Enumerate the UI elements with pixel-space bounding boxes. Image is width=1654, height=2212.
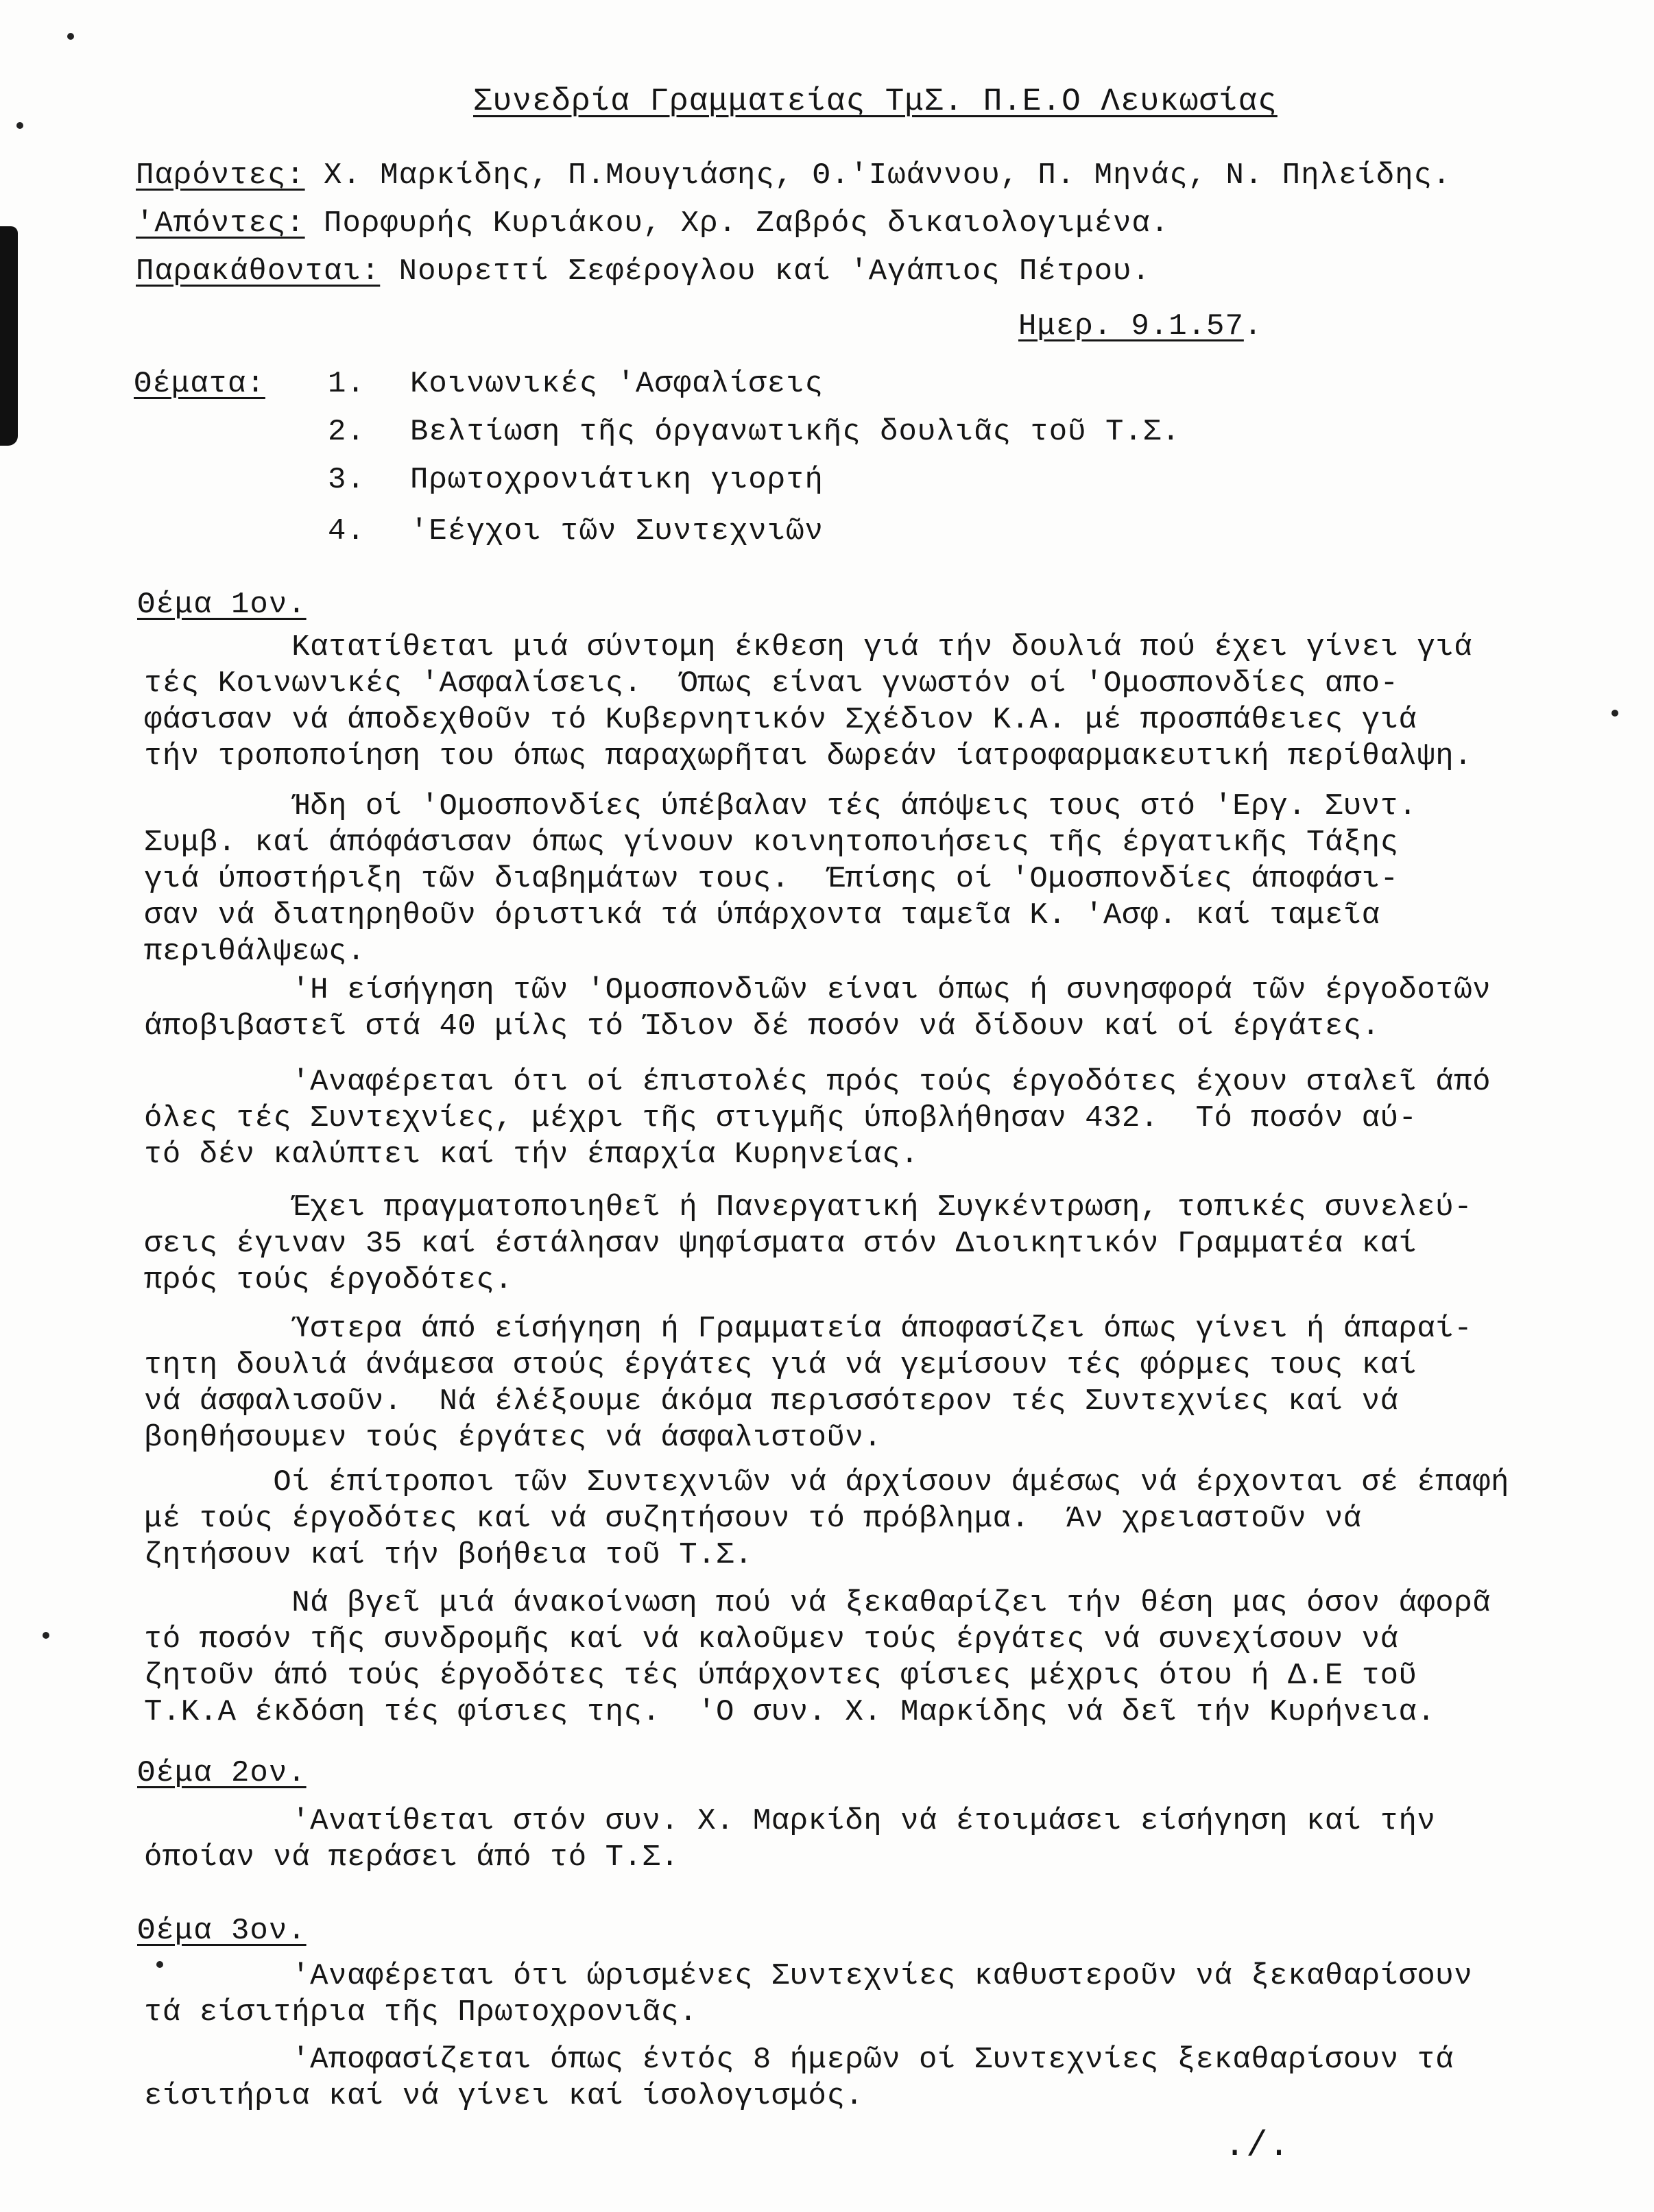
topic-text: 'Εέγχοι τῶν Συντεχνιῶν (410, 514, 824, 549)
scan-speck (16, 122, 23, 129)
present-names: Χ. Μαρκίδης, Π.Μουγιάσης, Θ.'Ιωάννου, Π. Μηνάς, Ν. Πηλείδης. (324, 158, 1452, 193)
section-heading: Θέμα 2ον. (137, 1756, 307, 1790)
paragraph: 'Αναφέρεται ότι ώρισμένες Συντεχνίες καθυστεροῦν νά ξεκαθαρίσουν τά είσιτήρια τῆς Πρωτοχρονιᾶς. (144, 1959, 1473, 2030)
closing-mark: ./. (1224, 2126, 1291, 2166)
topic-text: Βελτίωση τῆς όργανωτικῆς δουλιᾶς τοῦ Τ.Σ. (410, 415, 1181, 449)
paragraph: Οί έπίτροποι τῶν Συντεχνιῶν νά άρχίσουν άμέσως νά έρχονται σέ έπαφή μέ τούς έργοδότες καί νά συζητήσουν τό πρόβλημα. Άν χρειαστοῦν νά ζητήσουν καί τήν βοήθεια τοῦ Τ.Σ. (144, 1465, 1509, 1572)
scan-edge-mark (0, 226, 18, 446)
paragraph: Ύστερα άπό είσήγηση ή Γραμματεία άποφασίζει όπως γίνει ή άπαραί- τητη δουλιά άνάμεσα στούς έργάτες γιά νά γεμίσουν τές φόρμες τους καί νά άσφαλισοῦν. Νά έλέξουμε άκόμα περισσότερον τές Συντεχνίες καί νά βοηθήσουμεν τούς έργάτες νά άσφαλιστοῦν. (144, 1312, 1473, 1455)
absent-names: Πορφυρής Κυριάκου, Χρ. Ζαβρός δικαιολογιμένα. (324, 206, 1170, 241)
paragraph: 'Ανατίθεται στόν συν. Χ. Μαρκίδη νά έτοιμάσει είσήγηση καί τήν όποίαν νά περάσει άπό τό Τ.Σ. (144, 1804, 1436, 1875)
topic-number: 1. (328, 367, 365, 401)
attending-names: Νουρεττί Σεφέρογλου καί 'Αγάπιος Πέτρου. (398, 254, 1151, 289)
paragraph: 'Αναφέρεται ότι οί έπιστολές πρός τούς έργοδότες έχουν σταλεῖ άπό όλες τές Συντεχνίες, μέχρι τῆς στιγμῆς ύποβλήθησαν 432. Τό ποσόν αύ- τό δέν καλύπτει καί τήν έπαρχία Κυρηνείας. (144, 1065, 1491, 1172)
attending-line (136, 251, 1151, 292)
section-heading: Θέμα 1ον. (137, 588, 307, 622)
topic-number: 2. (328, 415, 365, 449)
scan-speck (67, 33, 74, 40)
paragraph: Νά βγεῖ μιά άνακοίνωση πού νά ξεκαθαρίζει τήν θέση μας όσον άφορᾶ τό ποσόν τῆς συνδρομῆς καί νά καλοῦμεν τούς έργάτες νά συνεχίσουν νά ζητοῦν άπό τούς έργοδότες τές ύπάρχοντες φίσιες μέχρις ότου ή Δ.Ε τοῦ Τ.Κ.Α έκδόση τές φίσιες της. 'Ο συν. Χ. Μαρκίδης νά δεῖ τήν Κυρήνεια. (144, 1586, 1491, 1729)
paragraph: Έχει πραγματοποιηθεῖ ή Πανεργατική Συγκέντρωση, τοπικές συνελεύ- σεις έγιναν 35 καί έστάλησαν ψηφίσματα στόν Διοικητικόν Γραμματέα καί πρός τούς έργοδότες. (144, 1190, 1473, 1297)
topic-number: 3. (328, 463, 365, 497)
paragraph: 'Αποφασίζεται όπως έντός 8 ήμερῶν οί Συντεχνίες ξεκαθαρίσουν τά είσιτήρια καί νά γίνει καί ίσολογισμός. (144, 2043, 1454, 2113)
topics-label: Θέματα: (134, 367, 265, 401)
meeting-date (1018, 306, 1262, 347)
absent-line (136, 203, 1169, 244)
absent-label: 'Απόντες: (136, 206, 305, 241)
present-label: Παρόντες: (136, 158, 305, 193)
present-line (136, 155, 1451, 196)
topic-text: Πρωτοχρονιάτικη γιορτή (410, 463, 824, 497)
section-heading: Θέμα 3ον. (137, 1914, 307, 1948)
topic-number: 4. (328, 514, 365, 549)
paragraph: 'Η είσήγηση τῶν 'Ομοσπονδιῶν είναι όπως ή συνησφορά τῶν έργοδοτῶν άποβιβαστεῖ στά 40 μίλς τό Ίδιον δέ ποσόν νά δίδουν καί οί έργάτες. (144, 973, 1491, 1044)
paragraph: Ήδη οί 'Ομοσπονδίες ύπέβαλαν τές άπόψεις τους στό 'Εργ. Συντ. Συμβ. καί άπόφάσισαν όπως γίνουν κοινητοποιήσεις τῆς έργατικῆς Τάξης γιά ύποστήριξη τῶν διαβημάτων τους. Έπίσης οί 'Ομοσπονδίες άποφάσι- σαν νά διατηρηθοῦν όριστικά τά ύπάρχοντα ταμεῖα Κ. 'Ασφ. καί ταμεῖα περιθάλψεως. (144, 789, 1417, 969)
date-label: Ημερ. 9.1.57 (1018, 309, 1244, 344)
scan-speck (43, 1632, 49, 1639)
paragraph: Κατατίθεται μιά σύντομη έκθεση γιά τήν δουλιά πού έχει γίνει γιά τές Κοινωνικές 'Ασφαλίσεις. Όπως είναι γνωστόν οί 'Ομοσπονδίες απο- φάσισαν νά άποδεχθοῦν τό Κυβερνητικόν Σχέδιον Κ.Α. μέ προσπάθειες γιά τήν τροποποίηση του όπως παραχωρῆται δωρεάν ίατροφαρμακευτική περίθαλψη. (144, 630, 1473, 773)
page-title: Συνεδρία Γραμματείας ΤμΣ. Π.Ε.Ο Λευκωσίας (473, 84, 1278, 119)
topic-text: Κοινωνικές 'Ασφαλίσεις (410, 367, 824, 401)
attending-label: Παρακάθονται: (136, 254, 381, 289)
date-suffix: . (1243, 309, 1263, 344)
